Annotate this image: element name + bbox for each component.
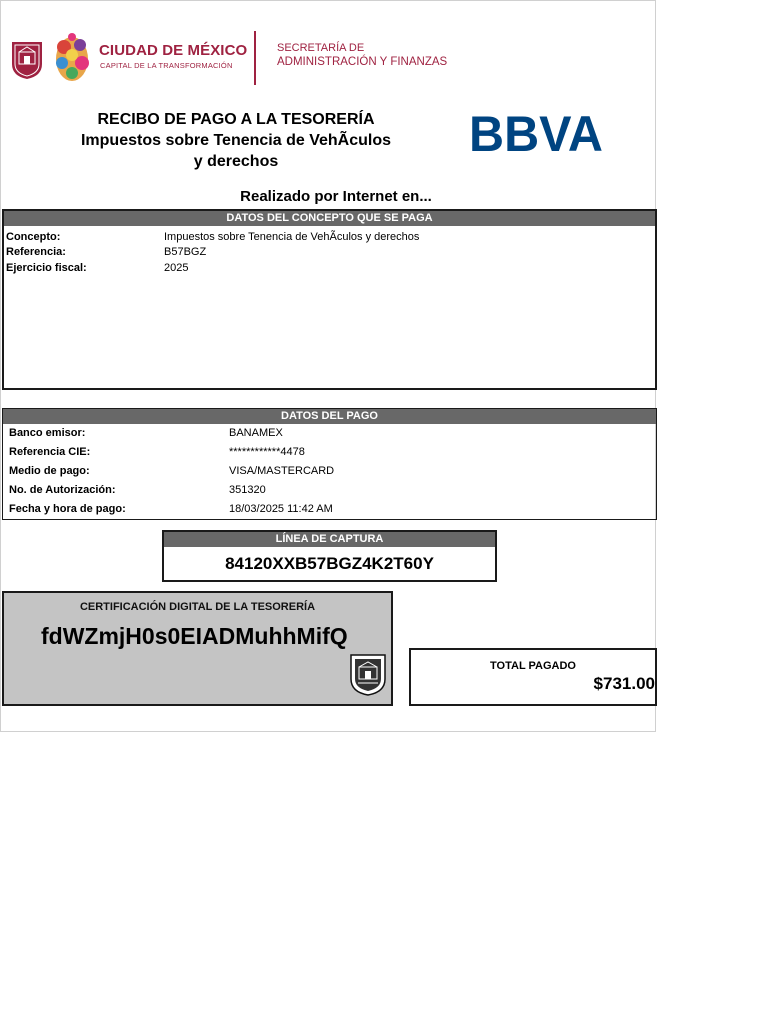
total-section	[409, 648, 657, 706]
total-value: $731.00	[593, 674, 655, 693]
receipt-title	[61, 109, 411, 172]
pago-header: DATOS DEL PAGO	[3, 409, 656, 424]
tesoreria-seal-icon	[349, 653, 387, 697]
total-label: TOTAL PAGADO	[490, 660, 576, 672]
ejercicio-value: 2025	[164, 262, 189, 274]
fecha-pago-label: Fecha y hora de pago:	[9, 503, 126, 515]
ejercicio-label: Ejercicio fiscal:	[6, 262, 87, 274]
referencia-cie-value: ************4478	[229, 446, 305, 458]
org-tagline: CAPITAL DE LA TRANSFORMACIÓN	[100, 61, 233, 70]
referencia-cie-label: Referencia CIE:	[9, 446, 91, 458]
captura-header: LÍNEA DE CAPTURA	[164, 532, 495, 547]
cdmx-flower-logo-icon	[52, 29, 92, 85]
secretaria-line2: ADMINISTRACIÓN Y FINANZAS	[277, 56, 448, 68]
medio-pago-value: VISA/MASTERCARD	[229, 465, 335, 477]
bbva-logo	[469, 108, 605, 154]
certificacion-section	[2, 591, 393, 706]
title-line3: y derechos	[193, 153, 279, 170]
concepto-label: Concepto:	[6, 231, 61, 243]
banco-emisor-value: BANAMEX	[229, 427, 283, 439]
fecha-pago-value: 18/03/2025 11:42 AM	[229, 503, 333, 515]
medio-pago-label: Medio de pago:	[9, 465, 90, 477]
captura-section	[162, 530, 497, 582]
concepto-value: Impuestos sobre Tenencia de VehÃculos y derechos	[164, 231, 420, 243]
pago-section	[2, 408, 657, 520]
autorizacion-value: 351320	[229, 484, 266, 496]
realizado-text: Realizado por Internet en...	[240, 188, 432, 205]
title-line2: Impuestos sobre Tenencia de VehÃculos	[80, 132, 391, 149]
concepto-header: DATOS DEL CONCEPTO QUE SE PAGA	[4, 211, 655, 226]
referencia-value: B57BGZ	[164, 246, 207, 258]
certificacion-title: CERTIFICACIÓN DIGITAL DE LA TESORERÍA	[79, 601, 316, 613]
org-name: CIUDAD DE MÉXICO	[99, 42, 248, 59]
referencia-label: Referencia:	[6, 246, 66, 258]
header-divider	[254, 31, 256, 85]
concepto-section	[2, 209, 657, 390]
cdmx-coat-of-arms-icon	[10, 40, 44, 80]
secretaria-line1: SECRETARÍA DE	[277, 42, 365, 54]
captura-value: 84120XXB57BGZ4K2T60Y	[225, 554, 434, 573]
title-line1: RECIBO DE PAGO A LA TESORERÍA	[97, 111, 375, 128]
certificacion-value: fdWZmjH0s0EIADMuhhMifQ	[41, 623, 348, 649]
bbva-logo-text: BBVA	[469, 108, 603, 154]
autorizacion-label: No. de Autorización:	[9, 484, 116, 496]
banco-emisor-label: Banco emisor:	[9, 427, 86, 439]
